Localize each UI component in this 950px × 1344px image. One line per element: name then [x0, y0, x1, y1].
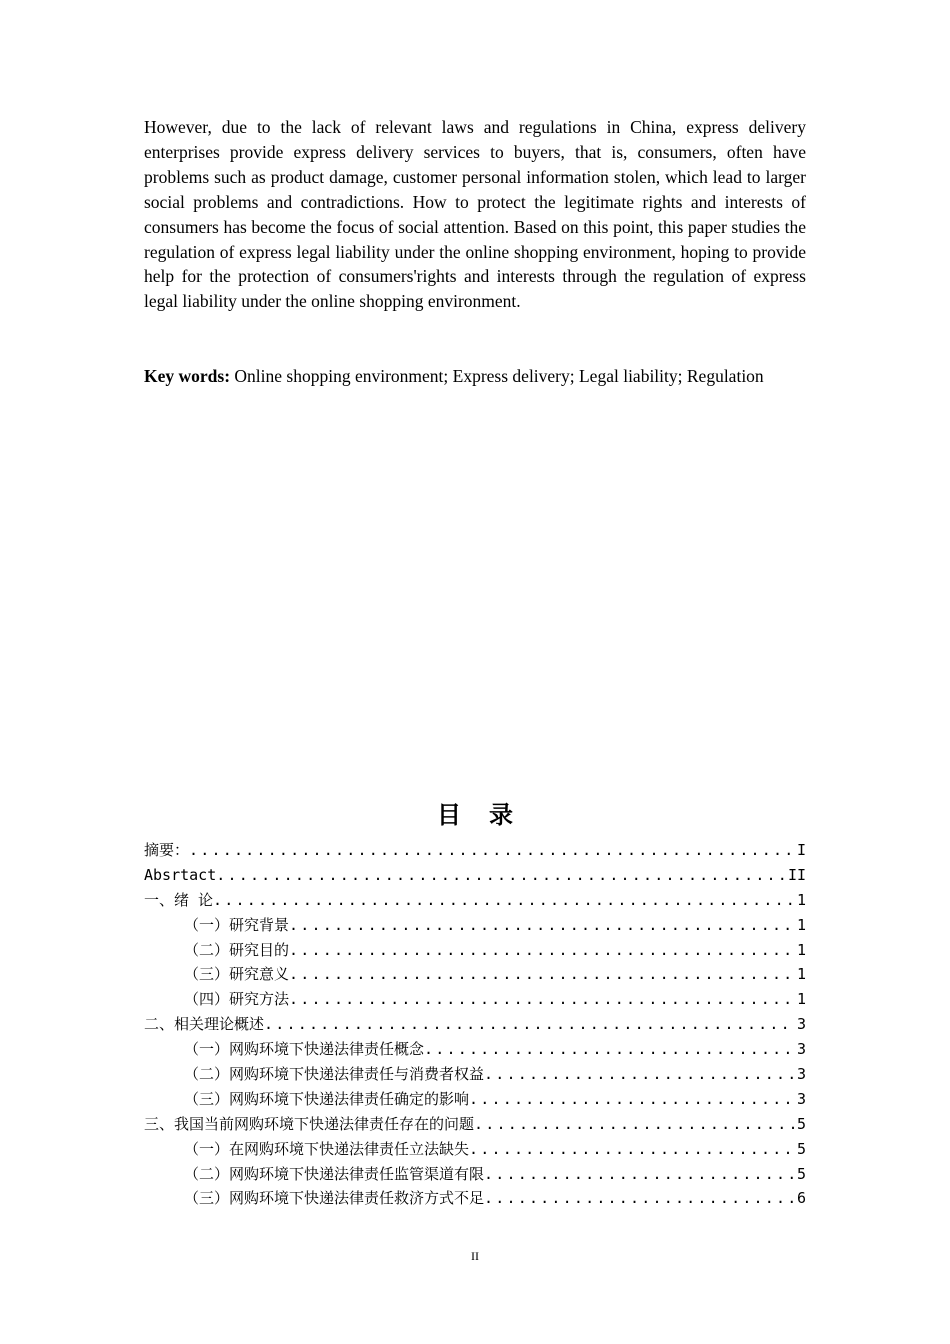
toc-entry-page: 5 [796, 1164, 806, 1183]
toc-entry-title: （二）网购环境下快递法律责任与消费者权益 [184, 1065, 485, 1084]
toc-entry-page: 5 [796, 1114, 806, 1133]
toc-entry-page: 1 [796, 990, 806, 1009]
toc-entry[interactable] [144, 1062, 806, 1087]
toc-entry-title: Absrtact [144, 865, 217, 884]
abstract-paragraph: However, due to the lack of relevant laws and regulations in China, express delivery enterprises provide express delivery services to buyers, that is, consumers, often have problems such as product damage, customer personal information stolen, which lead to larger social problems and contradictions. How to protect the legitimate rights and interests of consumers has become the focus of social attention. Based on this point, this paper studies the regulation of express legal liability under the online shopping environment, hoping to provide help for the protection of consumers'rights and interests through the regulation of express legal liability under the online shopping environment. [144, 117, 806, 312]
toc-entry[interactable] [144, 1112, 806, 1137]
toc-leader-dots [469, 1087, 795, 1112]
toc-entry-page: II [787, 865, 806, 884]
toc-leader-dots [469, 1137, 795, 1162]
toc-entry[interactable] [144, 863, 806, 888]
toc-leader-dots [474, 1112, 795, 1137]
toc-entry[interactable] [144, 1186, 806, 1211]
toc-entry-title: （一）网购环境下快递法律责任概念 [184, 1040, 425, 1059]
toc-leader-dots [264, 1012, 795, 1037]
toc-leader-dots [216, 863, 786, 888]
toc-leader-dots [484, 1062, 795, 1087]
toc-entry-title: 二、相关理论概述 [144, 1015, 265, 1034]
toc-leader-dots [484, 1186, 795, 1211]
toc-leader-dots [289, 913, 795, 938]
toc-entry-page: 3 [796, 1040, 806, 1059]
toc-entry[interactable] [144, 1162, 806, 1187]
toc-entry[interactable] [144, 962, 806, 987]
toc-leader-dots [424, 1037, 795, 1062]
toc-entry[interactable] [144, 987, 806, 1012]
toc-leader-dots [289, 938, 795, 963]
toc-entry-title: （一）研究背景 [184, 915, 290, 934]
toc-entry-title: （二）网购环境下快递法律责任监管渠道有限 [184, 1164, 485, 1183]
toc-entry-page: 5 [796, 1139, 806, 1158]
toc-entry-title: （三）网购环境下快递法律责任救济方式不足 [184, 1189, 485, 1208]
toc-leader-dots [484, 1162, 795, 1187]
toc-leader-dots [213, 888, 795, 913]
keywords-label: Key words: [144, 366, 231, 386]
toc-entry-title: （三）网购环境下快递法律责任确定的影响 [184, 1089, 470, 1108]
keywords-line [144, 364, 806, 389]
table-of-contents [144, 838, 806, 1211]
toc-entry[interactable] [144, 913, 806, 938]
toc-entry[interactable] [144, 1137, 806, 1162]
toc-entry-page: 1 [796, 965, 806, 984]
toc-entry-page: 3 [796, 1065, 806, 1084]
toc-title: 目录 [437, 801, 541, 829]
toc-entry-title: 一、绪 论 [144, 890, 214, 909]
page-number: II [471, 1249, 479, 1263]
toc-entry-page: 1 [796, 890, 806, 909]
toc-entry-page: 1 [796, 940, 806, 959]
toc-entry-title: （二）研究目的 [184, 940, 290, 959]
toc-entry-title: 摘要： [144, 841, 190, 859]
toc-entry[interactable] [144, 1087, 806, 1112]
toc-entry[interactable] [144, 838, 806, 863]
toc-entry-page: 3 [796, 1015, 806, 1034]
toc-entry-title: （三）研究意义 [184, 965, 290, 984]
toc-entry-page: 6 [796, 1189, 806, 1208]
toc-leader-dots [289, 962, 795, 987]
toc-entry-title: 三、我国当前网购环境下快递法律责任存在的问题 [144, 1114, 475, 1133]
toc-entry-title: （一）在网购环境下快递法律责任立法缺失 [184, 1139, 470, 1158]
toc-entry-page: 3 [796, 1089, 806, 1108]
toc-entry-page: I [796, 841, 806, 859]
toc-entry[interactable] [144, 1037, 806, 1062]
toc-entry[interactable] [144, 938, 806, 963]
toc-entry-page: 1 [796, 915, 806, 934]
toc-entry-title: （四）研究方法 [184, 990, 290, 1009]
toc-leader-dots [189, 838, 795, 863]
keywords-text: Online shopping environment; Express delivery; Legal liability; Regulation [230, 366, 764, 386]
toc-entry[interactable] [144, 888, 806, 913]
toc-leader-dots [289, 987, 795, 1012]
toc-entry[interactable] [144, 1012, 806, 1037]
